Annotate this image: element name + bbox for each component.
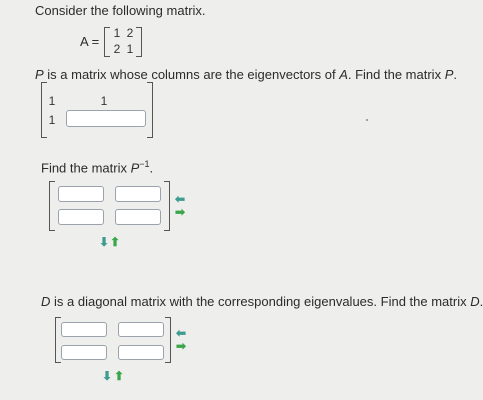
part1-middle-text: is a matrix whose columns are the eigenvectors of [43,67,340,82]
arrow-down-icon[interactable]: ⬇ [102,369,113,383]
var-a: A [339,67,348,82]
inverse-superscript: −1 [139,159,150,169]
var-d: D [41,294,51,309]
matrix-d-input-22[interactable] [118,345,164,360]
matrix-a-right-bracket [136,27,142,57]
matrix-a-label: A = [80,34,100,49]
matrix-p-left-bracket [41,82,47,138]
matrix-a-cell: 2 [113,42,121,56]
matrix-d-input-11[interactable] [61,322,107,337]
part1-question [35,67,457,82]
part2-question [41,159,153,175]
part1-suffix-text: . Find the matrix [347,67,445,82]
part3-question [41,294,483,309]
intro-text: Consider the following matrix. [35,3,206,18]
var-p: P [35,67,44,82]
matrix-d-input-21[interactable] [61,345,107,360]
var-p: P [444,67,454,82]
matrix-p-given-cell: 1 [48,113,56,127]
matrix-a-cell: 2 [126,26,134,40]
matrix-d-right-bracket [165,317,171,363]
matrix-pinv-input-11[interactable] [58,186,104,202]
decorative-dot [366,119,368,121]
matrix-pinv-input-12[interactable] [115,186,161,202]
matrix-a-cell: 1 [113,26,121,40]
matrix-pinv-input-22[interactable] [115,209,161,225]
arrow-left-icon[interactable]: ⬅ [176,326,187,340]
arrow-up-icon[interactable]: ⬆ [110,235,121,249]
arrow-right-icon[interactable]: ➡ [175,205,186,219]
period: . [479,294,483,309]
period: . [149,160,154,176]
arrow-down-icon[interactable]: ⬇ [99,235,110,249]
arrow-left-icon[interactable]: ⬅ [175,192,186,206]
arrow-right-icon[interactable]: ➡ [176,339,187,353]
matrix-pinv-right-bracket [164,181,170,231]
matrix-p-input[interactable] [66,110,146,127]
var-d: D [470,294,480,309]
matrix-pinv-left-bracket [49,181,55,231]
matrix-pinv-input-21[interactable] [58,209,104,225]
part2-prefix-text: Find the matrix [41,160,131,176]
matrix-p-given-cell: 1 [48,94,56,108]
var-p: P [130,160,140,176]
matrix-a-cell: 1 [126,42,134,56]
matrix-p-right-bracket [147,82,153,138]
matrix-d-input-12[interactable] [118,322,164,337]
part3-middle-text: is a diagonal matrix with the corresponding eigenvalues. Find the matrix [50,294,471,309]
matrix-p-given-cell: 1 [100,94,108,108]
arrow-up-icon[interactable]: ⬆ [114,369,125,383]
period: . [453,67,457,82]
